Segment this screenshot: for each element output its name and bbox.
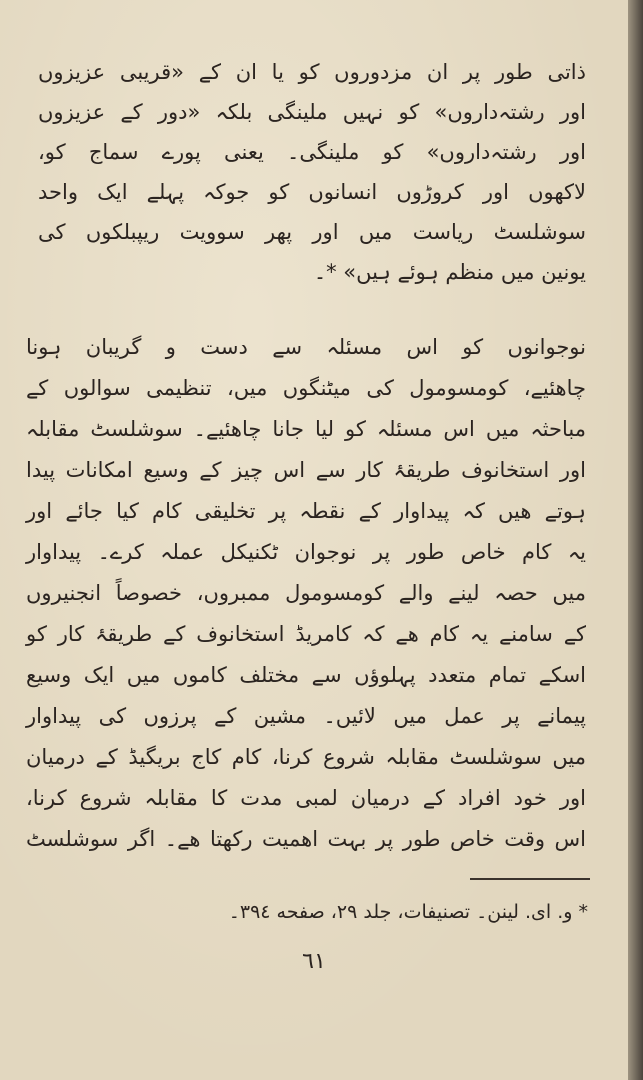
- text-line: اور رشتہ‌داروں» کو نہیں ملینگی بلکہ «دور کے عزیزوں: [38, 100, 586, 124]
- footnote: * و. ای. لینن۔ تصنیفات، جلد ۲۹، صفحه ۳۹٤۔: [228, 901, 588, 923]
- text-line: ذاتی طور پر ان مزدوروں کو یا ان کے «قریبی عزیزوں: [38, 60, 586, 84]
- page-edge-shadow: [628, 0, 643, 1080]
- text-line: یہ کام خاص طور پر نوجوان ٹکنیکل عملہ کرے۔ پیداوار: [26, 540, 586, 564]
- text-line: اسکے تمام متعدد پہلوؤں سے مختلف کاموں میں ایک وسیع: [26, 663, 586, 687]
- text-line: اور خود افراد کے درمیان لمبی مدت کا مقابلہ شروع کرنا،: [26, 786, 586, 810]
- text-line: میں حصہ لینے والے کومسومول ممبروں، خصوصاً انجنیروں: [26, 581, 586, 605]
- footnote-divider: [470, 878, 590, 880]
- text-line: اس وقت خاص طور پر بہت اھمیت رکھتا ھے۔ اگر سوشلسٹ: [26, 827, 586, 851]
- text-line: یونین میں منظم ہوئے ہیں» *۔: [313, 260, 586, 284]
- text-line: لاکھوں اور کروڑوں انسانوں کو جوکہ پہلے ایک واحد: [38, 180, 586, 204]
- text-line: اور استخانوف طریقۂ کار سے اس چیز کے وسیع امکانات پیدا: [26, 458, 586, 482]
- text-line: چاھئیے، کومسومول کی میٹنگوں میں، تنظیمی سوالوں کے: [26, 376, 586, 400]
- text-line: سوشلسٹ ریاست میں اور پھر سوویت ریپبلکوں کی: [38, 220, 586, 244]
- text-line: نوجوانوں کو اس مسئلہ سے دست و گریبان ہونا: [26, 335, 586, 359]
- text-line: مباحثہ میں اس مسئلہ کو لیا جانا چاھئیے۔ سوشلسٹ مقابلہ: [26, 417, 586, 441]
- text-line: اور رشتہ‌داروں» کو ملینگی۔ یعنی پورے سماج کو،: [38, 140, 586, 164]
- text-line: میں سوشلسٹ مقابلہ شروع کرنا، کام کاج بریگیڈ کے درمیان: [26, 745, 586, 769]
- text-line: کے سامنے یہ کام ھے کہ کامریڈ استخانوف کے طریقۂ کار کو: [26, 622, 586, 646]
- text-line: پیمانے پر عمل میں لائیں۔ مشین کے پرزوں کی پیداوار: [26, 704, 586, 728]
- page-number: ٦١: [302, 949, 326, 974]
- text-line: ہوتے ھیں کہ پیداوار کے نقطہ پر تخلیقی کام کیا جائے اور: [26, 499, 586, 523]
